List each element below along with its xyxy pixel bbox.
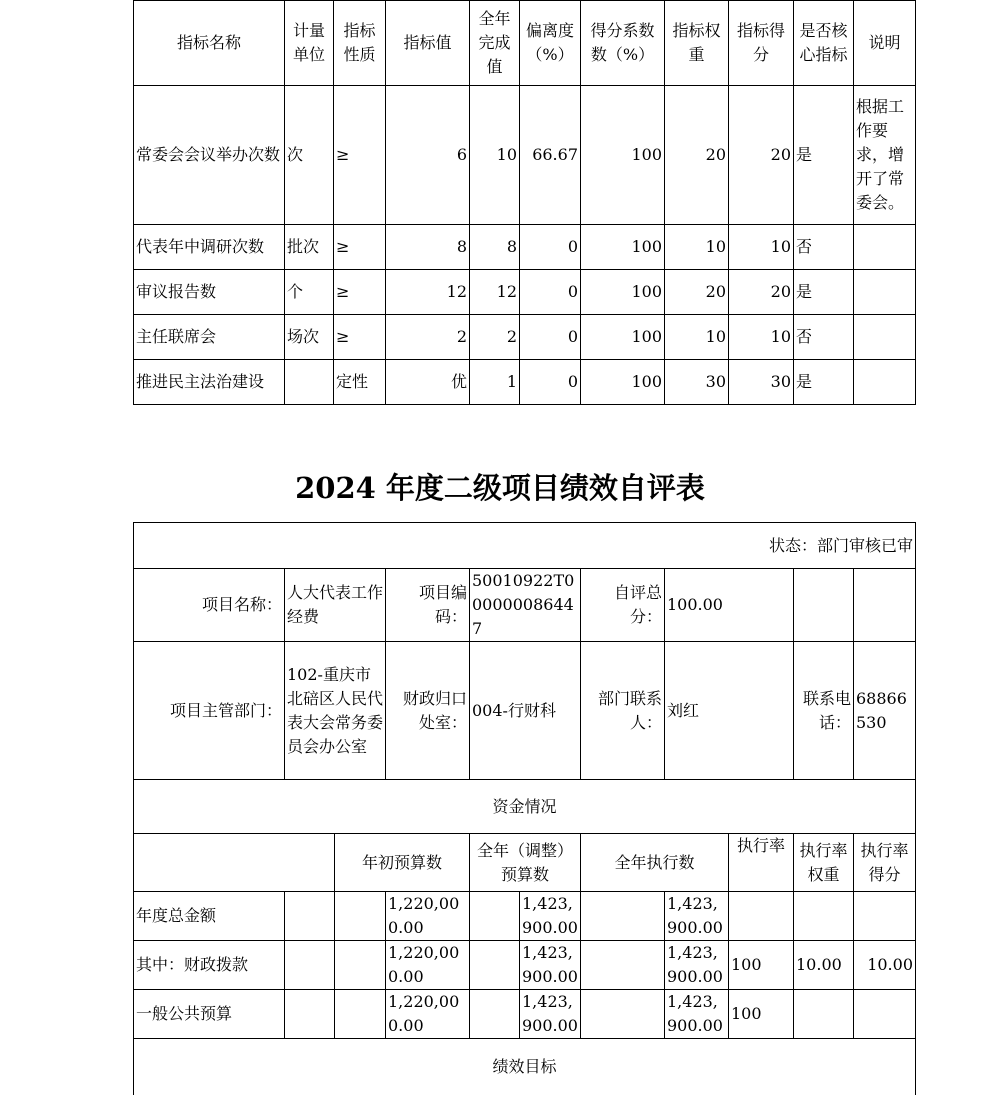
table-row — [134, 990, 916, 1039]
indicator-nature: ≥ — [334, 86, 386, 225]
funds-initial: 1,220,000.00 — [386, 941, 470, 990]
empty-cell — [285, 941, 335, 990]
funds-initial: 1,220,000.00 — [386, 990, 470, 1039]
self-score-value: 100.00 — [665, 569, 794, 642]
project-code-value: 50010922T000000086447 — [470, 569, 581, 642]
indicator-note — [854, 315, 916, 360]
indicator-unit: 场次 — [285, 315, 334, 360]
empty-cell — [581, 990, 665, 1039]
indicator-weight: 10 — [665, 315, 729, 360]
indicator-name: 推进民主法治建设 — [134, 360, 285, 405]
empty-cell — [285, 892, 335, 941]
indicator-name: 主任联席会 — [134, 315, 285, 360]
project-name-value: 人大代表工作经费 — [285, 569, 386, 642]
funds-header-rate: 执行率 — [729, 834, 794, 892]
phone-value: 68866530 — [854, 642, 916, 780]
funds-weight: 10.00 — [794, 941, 854, 990]
indicator-target: 2 — [386, 315, 470, 360]
table-row — [134, 270, 916, 315]
header-cell: 指标值 — [386, 1, 470, 86]
indicator-actual: 12 — [470, 270, 520, 315]
funds-adjusted: 1,423,900.00 — [520, 941, 581, 990]
contact-value: 刘红 — [665, 642, 794, 780]
funds-header-adjusted: 全年（调整）预算数 — [470, 834, 581, 892]
table-row — [134, 892, 916, 941]
funds-score — [854, 892, 916, 941]
empty-cell — [285, 990, 335, 1039]
empty-cell — [134, 834, 335, 892]
header-cell: 指标得分 — [729, 1, 794, 86]
contact-label: 部门联系人： — [581, 642, 665, 780]
finance-label: 财政归口处室： — [386, 642, 470, 780]
empty-cell — [470, 892, 520, 941]
indicator-core: 是 — [794, 270, 854, 315]
funds-weight — [794, 990, 854, 1039]
indicator-name: 审议报告数 — [134, 270, 285, 315]
table-row — [134, 360, 916, 405]
funds-executed: 1,423,900.00 — [665, 892, 729, 941]
funds-adjusted: 1,423,900.00 — [520, 892, 581, 941]
indicator-deviation: 0 — [520, 225, 581, 270]
indicator-target: 6 — [386, 86, 470, 225]
indicator-weight: 20 — [665, 86, 729, 225]
status-row — [134, 523, 916, 569]
goals-section-row — [134, 1039, 916, 1095]
empty-cell — [335, 941, 386, 990]
funds-rate — [729, 892, 794, 941]
funds-row-label: 其中：财政拨款 — [134, 941, 285, 990]
table-row — [134, 941, 916, 990]
table-row — [134, 225, 916, 270]
funds-rate: 100 — [729, 990, 794, 1039]
header-cell: 指标权重 — [665, 1, 729, 86]
indicator-target: 12 — [386, 270, 470, 315]
header-cell: 指标性质 — [334, 1, 386, 86]
indicator-unit: 批次 — [285, 225, 334, 270]
indicator-target: 优 — [386, 360, 470, 405]
indicator-nature: ≥ — [334, 315, 386, 360]
funds-initial: 1,220,000.00 — [386, 892, 470, 941]
funds-adjusted: 1,423,900.00 — [520, 990, 581, 1039]
indicator-deviation: 66.67 — [520, 86, 581, 225]
indicator-core: 是 — [794, 86, 854, 225]
indicator-deviation: 0 — [520, 360, 581, 405]
header-cell: 偏离度（%） — [520, 1, 581, 86]
indicator-deviation: 0 — [520, 315, 581, 360]
indicator-score: 20 — [729, 86, 794, 225]
finance-value: 004-行财科 — [470, 642, 581, 780]
indicator-coef: 100 — [581, 360, 665, 405]
indicator-unit: 个 — [285, 270, 334, 315]
empty-cell — [581, 892, 665, 941]
funds-executed: 1,423,900.00 — [665, 941, 729, 990]
indicator-unit: 次 — [285, 86, 334, 225]
header-cell: 计量单位 — [285, 1, 334, 86]
project-name-row — [134, 569, 916, 642]
indicator-coef: 100 — [581, 225, 665, 270]
header-cell: 说明 — [854, 1, 916, 86]
table-row — [134, 86, 916, 225]
funds-header-rate-score: 执行率得分 — [854, 834, 916, 892]
empty-cell — [470, 990, 520, 1039]
indicator-note — [854, 270, 916, 315]
empty-cell — [335, 990, 386, 1039]
indicator-coef: 100 — [581, 86, 665, 225]
funds-header-row — [134, 834, 916, 892]
indicator-table — [133, 0, 916, 405]
indicator-actual: 10 — [470, 86, 520, 225]
indicator-core: 否 — [794, 315, 854, 360]
indicator-note — [854, 225, 916, 270]
empty-cell — [470, 941, 520, 990]
indicator-weight: 20 — [665, 270, 729, 315]
funds-header-initial: 年初预算数 — [335, 834, 470, 892]
funds-executed: 1,423,900.00 — [665, 990, 729, 1039]
indicator-nature: 定性 — [334, 360, 386, 405]
indicator-note: 根据工作要求，增开了常委会。 — [854, 86, 916, 225]
indicator-score: 10 — [729, 315, 794, 360]
empty-cell — [581, 941, 665, 990]
table-row — [134, 315, 916, 360]
header-cell: 指标名称 — [134, 1, 285, 86]
empty-cell — [335, 892, 386, 941]
funds-rate: 100 — [729, 941, 794, 990]
funds-row-label: 一般公共预算 — [134, 990, 285, 1039]
dept-value: 102-重庆市北碚区人民代表大会常务委员会办公室 — [285, 642, 386, 780]
indicator-unit — [285, 360, 334, 405]
goals-section-title: 绩效目标 — [134, 1039, 916, 1095]
dept-label: 项目主管部门： — [134, 642, 285, 780]
funds-weight — [794, 892, 854, 941]
funds-score: 10.00 — [854, 941, 916, 990]
funds-header-rate-weight: 执行率权重 — [794, 834, 854, 892]
indicator-target: 8 — [386, 225, 470, 270]
indicator-name: 常委会会议举办次数 — [134, 86, 285, 225]
phone-label: 联系电话： — [794, 642, 854, 780]
indicator-weight: 10 — [665, 225, 729, 270]
empty-cell — [854, 569, 916, 642]
indicator-coef: 100 — [581, 315, 665, 360]
indicator-nature: ≥ — [334, 270, 386, 315]
funds-section-row — [134, 780, 916, 834]
project-dept-row — [134, 642, 916, 780]
empty-cell — [794, 569, 854, 642]
funds-score — [854, 990, 916, 1039]
indicator-header-row — [134, 1, 916, 86]
self-score-label: 自评总分： — [581, 569, 665, 642]
indicator-score: 20 — [729, 270, 794, 315]
project-table — [133, 522, 916, 1095]
indicator-deviation: 0 — [520, 270, 581, 315]
funds-row-label: 年度总金额 — [134, 892, 285, 941]
indicator-score: 10 — [729, 225, 794, 270]
funds-header-executed: 全年执行数 — [581, 834, 729, 892]
indicator-core: 是 — [794, 360, 854, 405]
project-code-label: 项目编码： — [386, 569, 470, 642]
indicator-name: 代表年中调研次数 — [134, 225, 285, 270]
indicator-nature: ≥ — [334, 225, 386, 270]
indicator-core: 否 — [794, 225, 854, 270]
indicator-weight: 30 — [665, 360, 729, 405]
header-cell: 得分系数数（%） — [581, 1, 665, 86]
indicator-actual: 2 — [470, 315, 520, 360]
indicator-score: 30 — [729, 360, 794, 405]
indicator-note — [854, 360, 916, 405]
page-title: 2024 年度二级项目绩效自评表 — [295, 471, 705, 505]
indicator-actual: 8 — [470, 225, 520, 270]
indicator-coef: 100 — [581, 270, 665, 315]
status-badge: 状态：部门审核已审 — [134, 523, 916, 569]
project-name-label: 项目名称： — [134, 569, 285, 642]
header-cell: 是否核心指标 — [794, 1, 854, 86]
indicator-actual: 1 — [470, 360, 520, 405]
funds-section-title: 资金情况 — [134, 780, 916, 834]
header-cell: 全年完成值 — [470, 1, 520, 86]
